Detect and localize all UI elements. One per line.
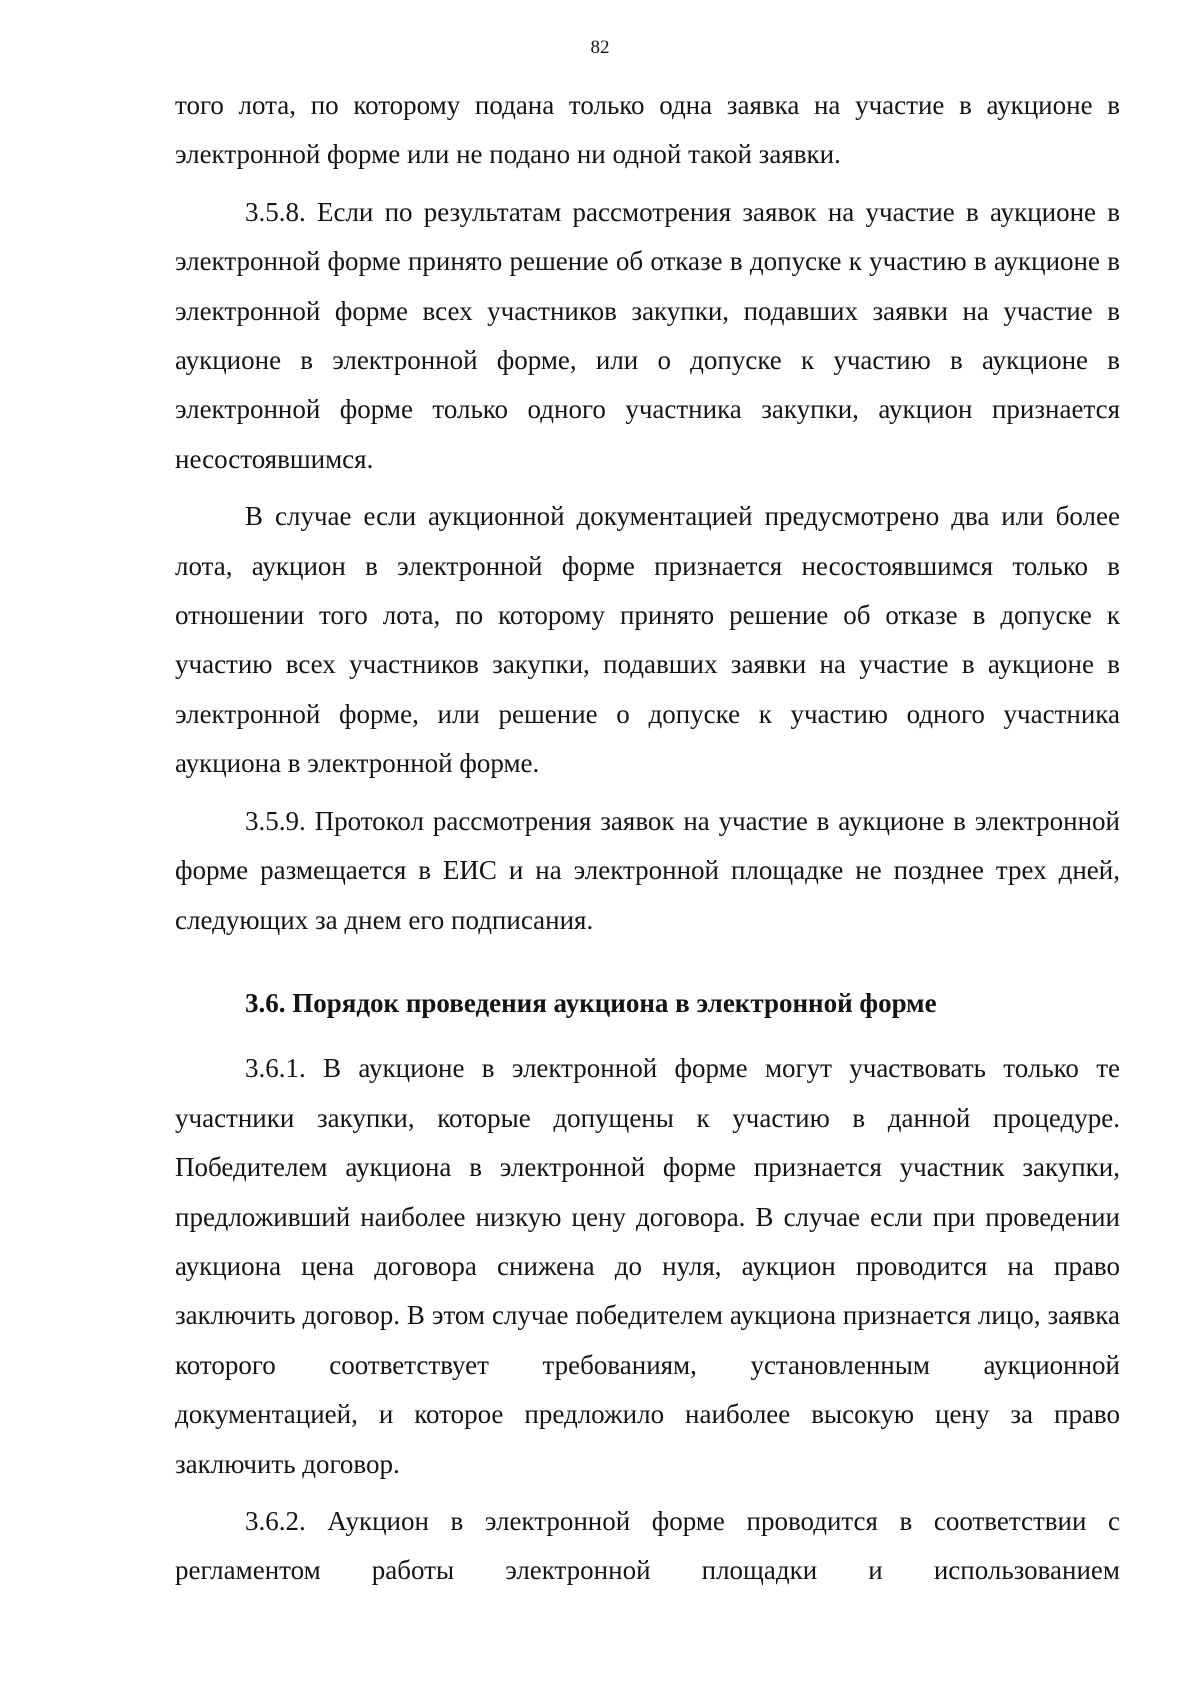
paragraph-multiple-lots: В случае если аукционной документацией предусмотрено два или более лота, аукцион в электронной форме признается несостоявшимся только в отношении того лота, по которому принято решение об отказе в допуске к участию всех участников закупки, подавших заявки на участие в аукционе в электронной форме, или решение о допуске к участию одного участника аукциона в электронной форме. <box>175 501 1120 779</box>
document-body <box>175 81 1120 1596</box>
section-heading-3-6: 3.6. Порядок проведения аукциона в электронной форме <box>245 987 937 1018</box>
paragraph-lot-continuation: того лота, по которому подана только одна заявка на участие в аукционе в электронной форме или не подано ни одной такой заявки. <box>175 90 1120 170</box>
paragraph-3-6-2: 3.6.2. Аукцион в электронной форме проводится в соответствии с регламентом работы электронной площадки и использованием <box>175 1505 1120 1586</box>
page-number: 82 <box>590 37 610 58</box>
paragraph-3-5-8: 3.5.8. Если по результатам рассмотрения заявок на участие в аукционе в электронной форме принято решение об отказе в допуске к участию в аукционе в электронной форме всех участников закупки, подавших заявки на участие в аукционе в электронной форме, или о допуске к участию в аукционе в электронной форме только одного участника закупки, аукцион признается несостоявшимся. <box>175 196 1120 474</box>
paragraph-3-6-1: 3.6.1. В аукционе в электронной форме могут участвовать только те участники закупки, которые допущены к участию в данной процедуре. Победителем аукциона в электронной форме признается участник закупки, предложивший наиболее низкую цену договора. В случае если при проведении аукциона цена договора снижена до нуля, аукцион проводится на право заключить договор. В этом случае победителем аукциона признается лицо, заявка которого соответствует требованиям, установленным аукционной документацией, и которое предложило наиболее высокую цену за право заключить договор. <box>175 1053 1120 1479</box>
paragraph-3-5-9: 3.5.9. Протокол рассмотрения заявок на участие в аукционе в электронной форме размещается в ЕИС и на электронной площадке не позднее трех дней, следующих за днем его подписания. <box>175 805 1120 935</box>
